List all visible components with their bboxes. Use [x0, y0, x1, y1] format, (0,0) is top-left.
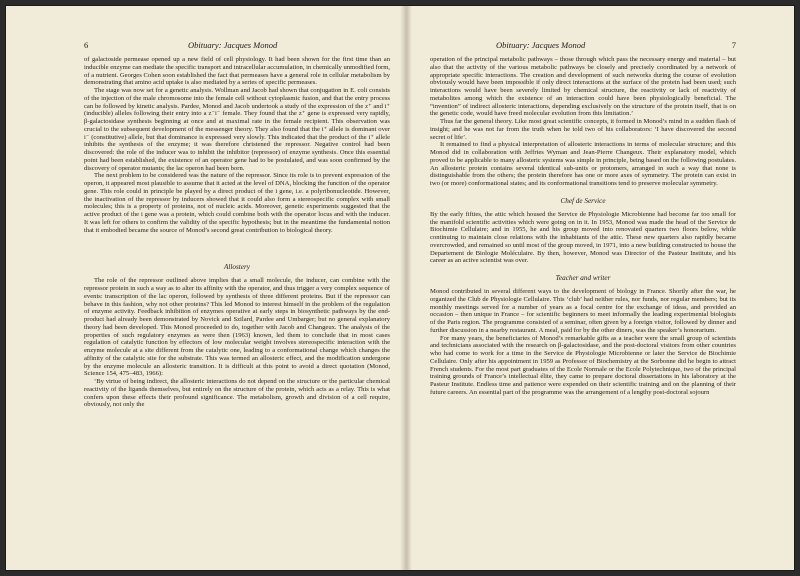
- right-running-head: Obituary: Jacques Monod: [496, 40, 586, 50]
- section-heading-chef-de-service: Chef de Service: [560, 196, 606, 205]
- paragraph: operation of the principal metabolic pathways – those through which pass the necessary energy and material – but also that the activity of the various metabolic pathways be closely and precisely coordinated by a network of appropriate specific interactions. The creation and development of such networks during the course of evolution obviously would have been impossible if only direct interactions at the surface of the protein had been used; such interactions would have been severely limited by chemical structure, the reactivity or lack of reactivity of metabolites among which the existence of an interaction could have been physiologically beneficial. The “invention” of indirect allosteric interactions, depending exclusively on the structure of the protein itself, that is on the genetic code, would have freed molecular evolution from this limitation.’: [430, 56, 736, 118]
- right-page-header: [430, 40, 736, 52]
- book-spread: [6, 6, 794, 570]
- section-heading-teacher-and-writer: Teacher and writer: [555, 274, 611, 282]
- paragraph: It remained to find a physical interpretation of allosteric interactions in terms of molecular structure; and this Monod did in collaboration with Jeffries Wyman and Jean-Pierre Changeux. Their explanatory model, which proved to be applicable to many allosteric systems was simple in principle, being based on the following postulates. An allosteric protein contains several identical sub-units or protomers, arranged in such a way that none is distinguishable from the others; the protein therefore has one or more axes of symmetry. The protein can exist in two (or more) conformational states; and its conformational transitions tend to preserve molecular symmetry.: [430, 141, 736, 187]
- left-page-header: [84, 40, 390, 52]
- paragraph: For many years, the beneficiaries of Monod’s remarkable gifts as a teacher were the small group of scientists and technicians associated with the research on β-galactosidase, and the post-doctoral visitors from other countries who had come to work for a time in the Service de Physiologie Microbienne or later the Service de Biochimie Cellulaire. Only after his appointment in 1959 as Professor of Biochemistry at the Sorbonne did he begin to attract French students. For the most part graduates of the Ecole Normale or the Ecole Polytechnique, two of the principal training grounds of France’s intellectual élite, they came to prepare doctoral dissertations in his laboratory at the Pasteur Institute. Endless time and patience were expended on their scientific training and on the planning of their future careers. An essential part of the programme was the arrangement of a lengthy post-doctoral sojourn: [430, 334, 736, 396]
- right-page-number: 7: [731, 40, 736, 50]
- paragraph: ‘By virtue of being indirect, the allosteric interactions do not depend on the structure or the particular chemical reactivity of the ligands themselves, but entirely on the structure of the protein, which acts as a relay. This is what confers upon these effects their profound significance. The metabolism, growth and division of a cell require, obviously, not only the: [84, 378, 390, 409]
- left-page: [84, 40, 390, 409]
- paragraph: of galactoside permease opened up a new field of cell physiology. It had been shown for the first time than an inducible enzyme can mediate the specific transport and intracellular accumulation, in chemically unmodified form, of a nutrient. Georges Cohen soon established the fact that permeases have a general role in cellular metabolism by demonstrating that amino acid uptake is also mediated by a series of specific permeases.: [84, 56, 390, 87]
- paragraph: Thus far the general theory. Like most great scientific concepts, it formed in Monod’s mind in a sudden flash of insight; and he was not far from the truth when he told two of his collaborators: ‘I have discovered the second secret of life’.: [430, 118, 736, 141]
- paragraph: The stage was now set for a genetic analysis. Wollman and Jacob had shown that conjugation in E. coli consists of the injection of the male chromosome into the female cell without cytoplasmic fusion, and that the entry process can be followed by kinetic analysis. Pardee, Monod and Jacob undertook a study of the expression of the z⁺ and i⁺ (inducible) alleles following their entry into a z⁻i⁻ female. They found that the z⁺ gene is expressed very rapidly, β-galactosidase synthesis beginning at once and at maximal rate in the female recipient. This observation was crucial to the subsequent development of the messenger theory. They also found that the i⁺ allele is dominant over i⁻ (constitutive) allele, but that dominance is expressed very slowly. This indicated that the product of the i⁺ allele inhibits the synthesis of the enzyme; it was therefore christened the repressor. Negative control had been discovered: the role of the inducer was to inhibit the inhibitor (repressor) of enzyme synthesis. Once this essential point had been established, the existence of an operator gene had to be postulated, and was soon confirmed by the discovery of operator mutants; the lac operon had been born.: [84, 87, 390, 172]
- left-page-number: 6: [84, 40, 89, 50]
- section-heading-allostery: Allostery: [224, 263, 250, 272]
- paragraph: Monod contributed in several different ways to the development of biology in France. Shortly after the war, he organized the Club de Physiologie Cellulaire. This ‘club’ had neither rules, nor funds, nor regular members; but its monthly meetings served for a number of years as a focal centre for the exchange of ideas, and provided an occasion – then unique in France – for scientific beginners to meet informally the leading experimental biologists of the Paris region. The programme consisted of a seminar, often given by a foreign visitor, followed by dinner and further discussion in a nearby restaurant. A meal, paid for by the other diners, was the speaker’s honorarium.: [430, 288, 736, 334]
- right-page: [430, 40, 736, 397]
- paragraph: The role of the repressor outlined above implies that a small molecule, the inducer, can combine with the repressor protein in such a way as to alter its affinity with the operator, and thus trigger a very complex sequence of events: transcription of the lac operon, followed by synthesis of three different proteins. But if the repressor can behave in this fashion, why not other proteins? This led Monod to interest himself in the problem of the regulation of enzyme activity. Feedback inhibition of enzymes operative at early steps in biosynthetic pathways by the end-product had already been demonstrated by Novick and Szilard, Pardee and Umbarger; but no general explanatory theory had been developed. This Monod proceeded to do, together with Jacob and Changeux. The analysis of the properties of such regulatory enzymes as were then (1963) known, led them to conclude that in most cases regulation of catalytic function by effectors of low molecular weight involves stereospecific interaction with the enzyme molecule at a site different from the catalytic one, leading to a conformational change which changes the affinity of the catalytic site for the substrate. This was termed an allosteric effect, and the modification undergone by the enzyme molecule an allosteric transition. It is difficult at this point to avoid a direct quotation (Monod, Science 154, 475–483, 1966):: [84, 277, 390, 378]
- book-gutter: [400, 6, 412, 570]
- left-running-head: Obituary: Jacques Monod: [188, 40, 278, 50]
- paragraph: By the early fifties, the attic which housed the Service de Physiologie Microbienne had become far too small for the manifold scientific activities which were going on in it. In 1953, Monod was made the head of the Service de Biochimie Cellulaire; and in 1955, he and his group moved into renovated quarters two floors below, while continuing to maintain close relations with the inhabitants of the attic. These new quarters also rapidly became overcrowded, and remained so until most of the group moved, in 1971, into a new building constructed to house the Departement de Biologie Moléculaire. By then, however, Monod was Director of the Pasteur Institute, and his career as an active scientist was over.: [430, 210, 736, 265]
- paragraph: The next problem to be considered was the nature of the repressor. Since its role is to prevent expression of the operon, it appeared most plausible to assume that it acted at the level of DNA, blocking the function of the operator gene. This role could in principle be played by a direct product of the i gene, i.e. a polyribonucleotide. However, the inactivation of the repressor by inducers showed that it could also form a stereospecific complex with small molecules; this is a property of proteins, not of nucleic acids. Moreover, genetic experiments suggested that the active product of the i gene was a protein, which could combine both with the operator locus and with the inducer. It was left for others to confirm the validity of the specific hypothesis; but in the meantime the fundamental notion that it embodied became the source of Monod’s second great contribution to biological theory.: [84, 172, 390, 234]
